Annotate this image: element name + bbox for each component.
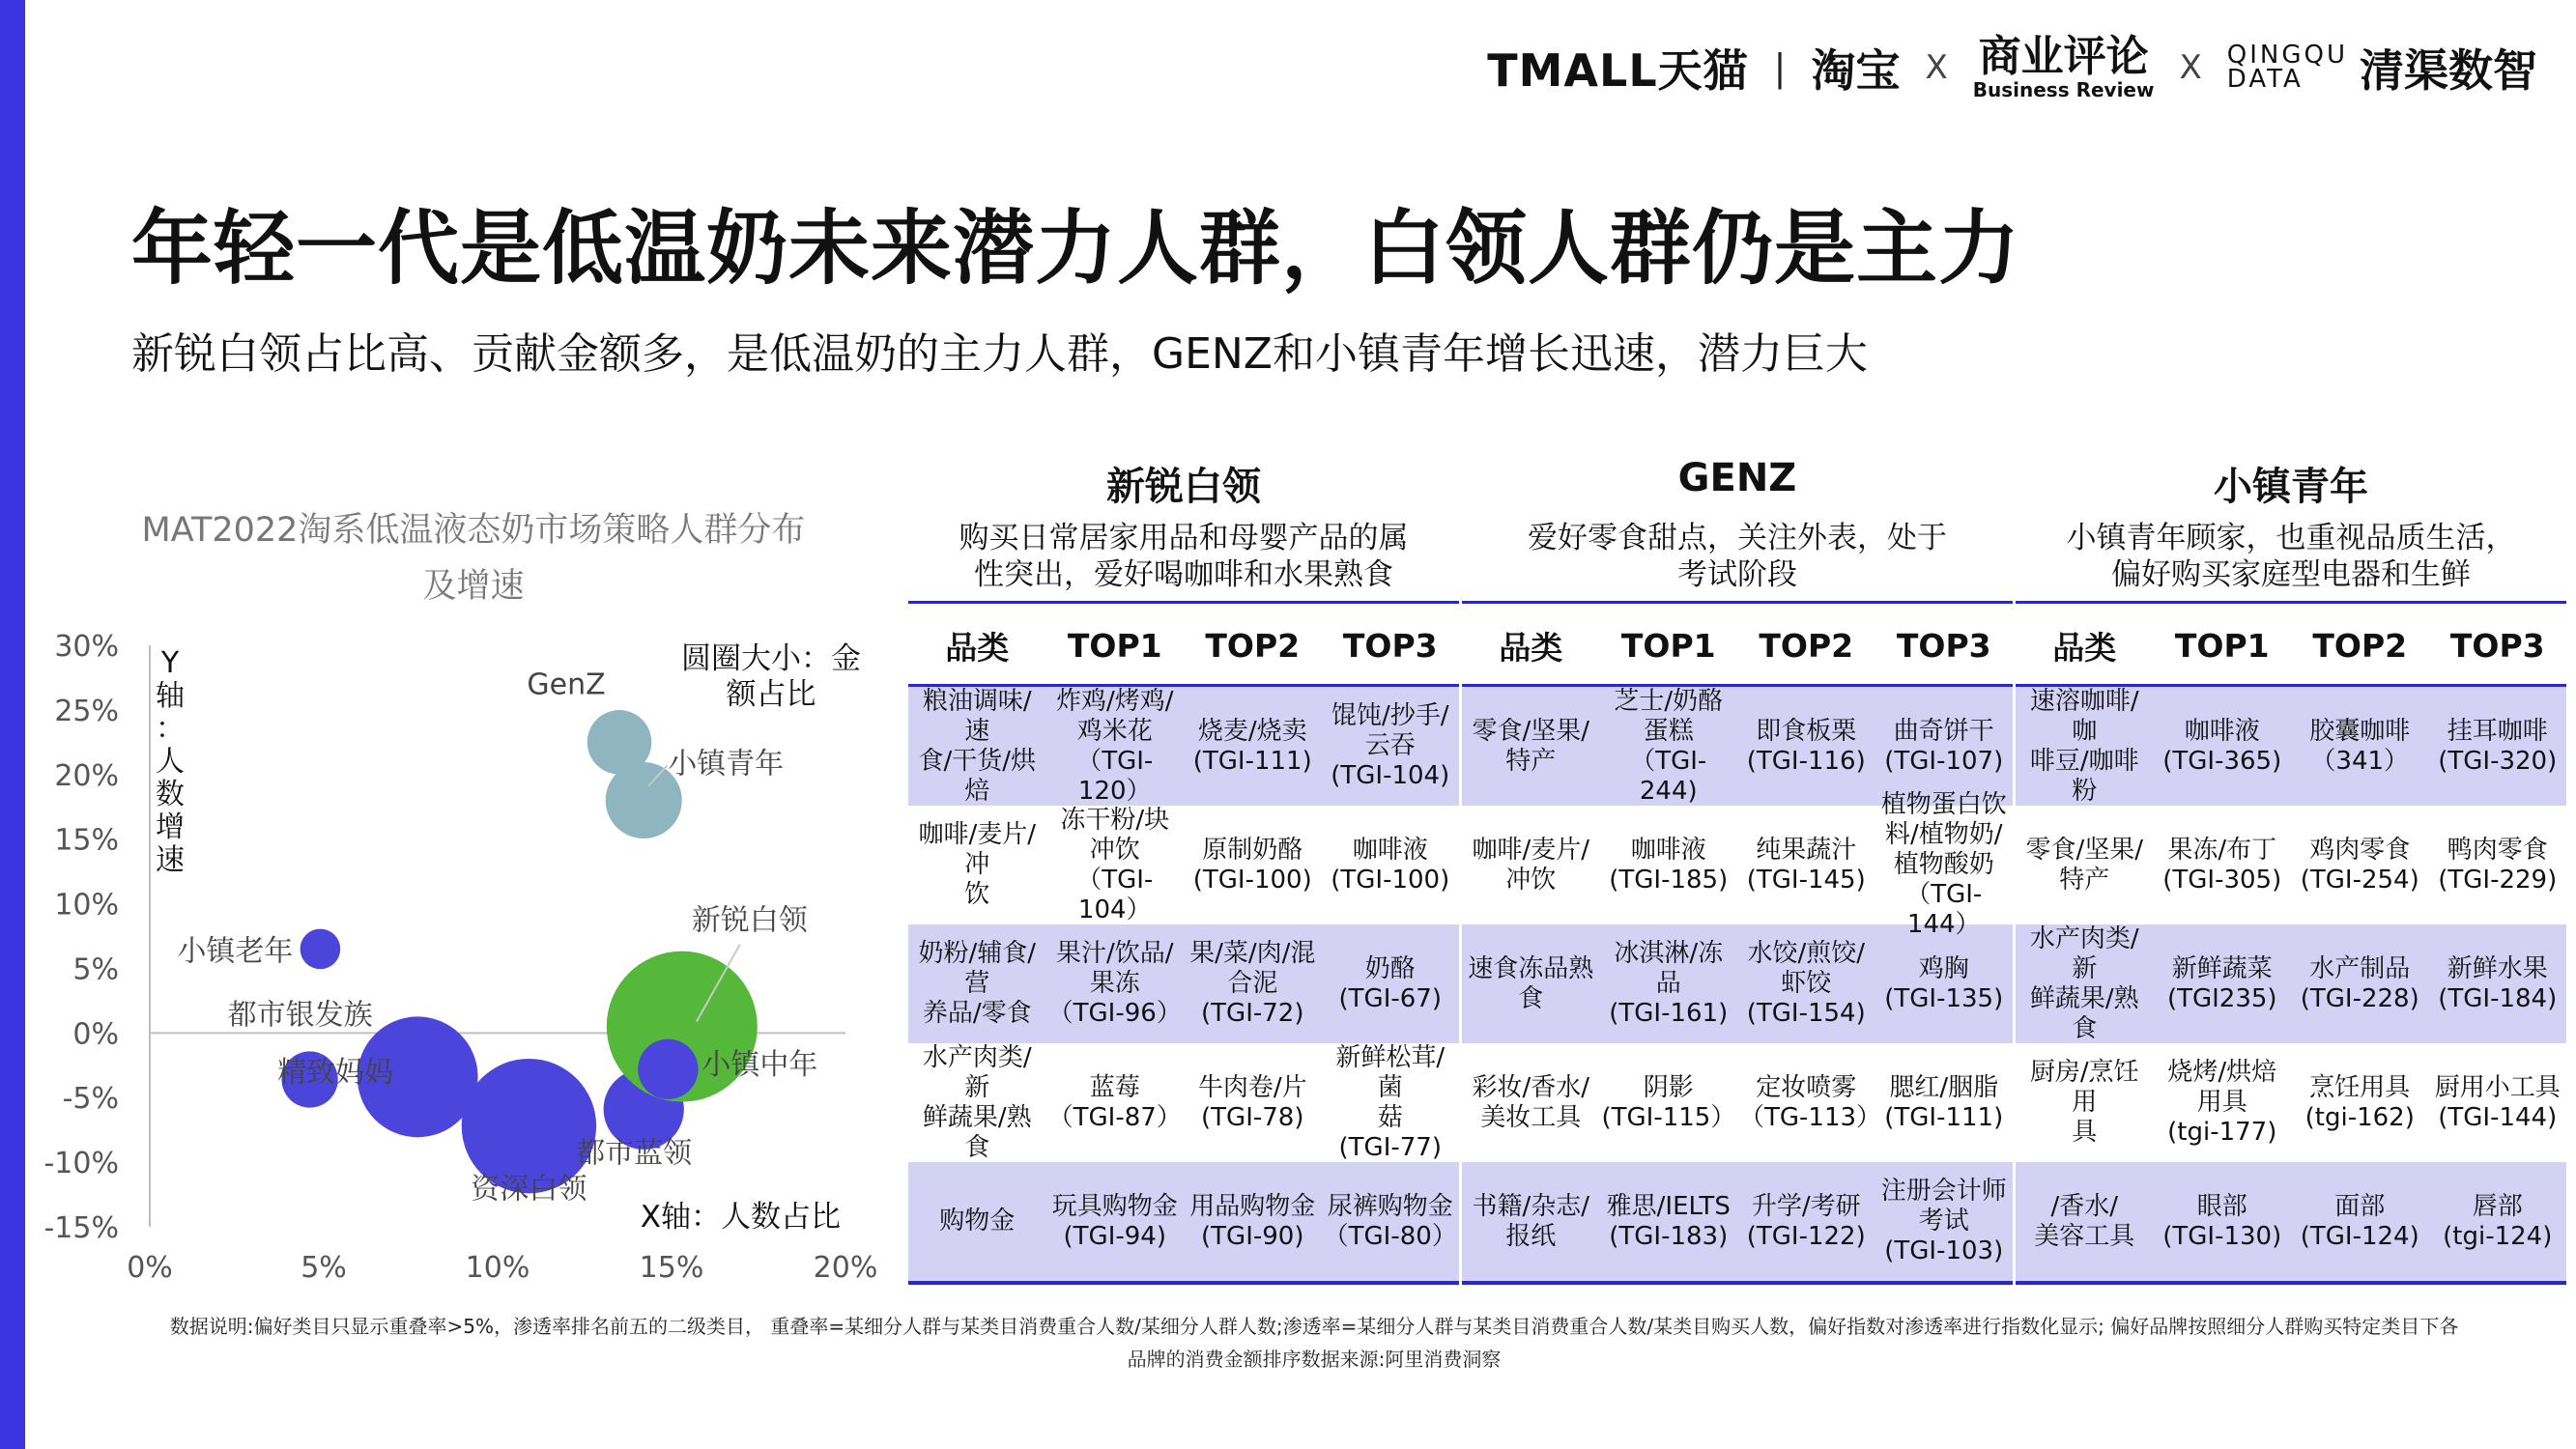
persona-desc bbox=[1462, 520, 2013, 593]
x-tick-label: 5% bbox=[301, 1251, 347, 1285]
y-tick-label: 0% bbox=[72, 1017, 119, 1052]
table-cell: 书籍/杂志/ 报纸 bbox=[1472, 1191, 1590, 1251]
page-subtitle: 新锐白领占比高、贡献金额多，是低温奶的主力人群，GENZ和小镇青年增长迅速，潜力巨大 bbox=[131, 329, 1868, 379]
table-cell: 阴影 (TGI-115） bbox=[1601, 1072, 1736, 1132]
preference-table bbox=[2016, 607, 2566, 1285]
bubble-label: 小镇中年 bbox=[701, 1047, 818, 1082]
logo-divider: | bbox=[1773, 46, 1787, 89]
table-cell: 馄饨/抄手/ 云吞 (TGI-104) bbox=[1331, 701, 1450, 790]
table-cell: 奶酪 (TGI-67) bbox=[1338, 953, 1442, 1013]
persona-name: 小镇青年 bbox=[2214, 465, 2368, 509]
persona-desc-line-1: 购买日常居家用品和母婴产品的属 bbox=[959, 521, 1409, 555]
chart-title-line-1: MAT2022淘系低温液态奶市场策略人群分布 bbox=[141, 511, 806, 550]
table-cell: 曲奇饼干 (TGI-107) bbox=[1884, 716, 2004, 776]
table-cell: 水产肉类/新 鲜蔬果/熟食 bbox=[922, 1042, 1032, 1162]
table-row bbox=[2016, 1162, 2566, 1281]
table-header-cell: 品类 bbox=[2052, 628, 2117, 667]
business-review-zh: 商业评论 bbox=[1978, 32, 2149, 81]
persona-name: 新锐白领 bbox=[1106, 465, 1261, 509]
bubble-label: 资深白领 bbox=[471, 1172, 587, 1207]
table-cell: 面部 (TGI-124) bbox=[2300, 1191, 2419, 1251]
table-cell: 鸡胸 (TGI-135) bbox=[1884, 953, 2004, 1013]
bubble-label: 新锐白领 bbox=[691, 903, 808, 938]
table-row bbox=[1462, 790, 2013, 939]
table-cell: 鸡肉零食 (TGI-254) bbox=[2300, 835, 2419, 895]
qingqu-zh: 清渠数智 bbox=[2360, 44, 2537, 97]
y-tick-label: 30% bbox=[54, 630, 119, 664]
table-cell: 果汁/饮品/ 果冻 （TGI-96） bbox=[1047, 939, 1182, 1028]
table-header-cell: TOP3 bbox=[2449, 626, 2545, 665]
bubble-label: 都市银发族 bbox=[227, 998, 373, 1033]
table-cell: 新鲜松茸/菌 菇 (TGI-77) bbox=[1335, 1042, 1445, 1162]
table-cell: 芝士/奶酪 蛋糕 （TGI-244) bbox=[1614, 686, 1724, 806]
table-row bbox=[2016, 924, 2566, 1043]
size-note-line-1: 圆圈大小：金 bbox=[681, 641, 861, 676]
table-cell: 粮油调味/速 食/干货/烘焙 bbox=[918, 686, 1037, 806]
table-bottom-rule bbox=[1462, 1281, 2013, 1285]
table-header-cell: TOP3 bbox=[1896, 626, 1991, 665]
y-tick-label: 15% bbox=[54, 823, 119, 858]
table-cell: 厨房/烹饪用 具 bbox=[2029, 1058, 2139, 1147]
table-cell: 果/菜/肉/混 合泥 (TGI-72) bbox=[1189, 939, 1316, 1028]
y-axis-label-char: 数 bbox=[156, 778, 185, 811]
table-header-cell: TOP1 bbox=[1620, 626, 1716, 665]
data-note bbox=[135, 1310, 2493, 1376]
table-cell: 速食冻品熟 食 bbox=[1468, 953, 1594, 1013]
table-row bbox=[2016, 1043, 2566, 1162]
qingqu-en-2: DATA bbox=[2226, 65, 2304, 94]
table-cell: 新鲜蔬菜 (TGI235) bbox=[2166, 953, 2277, 1013]
table-row bbox=[908, 1162, 1459, 1281]
table-cell: 原制奶酪 (TGI-100) bbox=[1192, 835, 1312, 895]
persona-desc bbox=[908, 520, 1459, 593]
table-header-row bbox=[1462, 607, 2013, 687]
table-header-row bbox=[908, 607, 1459, 687]
page-title: 年轻一代是低温奶未来潜力人群，白领人群仍是主力 bbox=[131, 201, 2021, 296]
table-row bbox=[2016, 687, 2566, 806]
x-axis-label: X轴：人数占比 bbox=[640, 1200, 841, 1235]
preference-table bbox=[908, 607, 1459, 1285]
chart-title-line-2: 及增速 bbox=[422, 567, 525, 606]
persona-divider bbox=[1462, 601, 2013, 604]
bubble-label: 小镇青年 bbox=[668, 747, 785, 781]
y-tick-label: 25% bbox=[54, 694, 119, 728]
table-cell: 玩具购物金 (TGI-94) bbox=[1051, 1191, 1178, 1251]
tmall-logo: TMALL天猫 bbox=[1487, 44, 1749, 97]
chart-title bbox=[116, 502, 831, 614]
table-header-cell: 品类 bbox=[1499, 628, 1563, 667]
table-cell: 咖啡液 (TGI-365) bbox=[2162, 716, 2282, 776]
y-axis-label-char: 人 bbox=[156, 745, 185, 779]
bubble bbox=[301, 929, 341, 970]
table-cell: 定妆喷雾 （TG-113） bbox=[1739, 1072, 1882, 1132]
size-note-line-2: 额占比 bbox=[726, 677, 816, 712]
bubble-chart bbox=[39, 618, 908, 1294]
y-axis-label-char: 轴 bbox=[156, 679, 185, 713]
table-row bbox=[908, 924, 1459, 1043]
bubble-label: 精致妈妈 bbox=[277, 1055, 394, 1090]
persona-desc-line-1: 小镇青年顾家，也重视品质生活， bbox=[2066, 521, 2516, 555]
table-row bbox=[1462, 924, 2013, 1043]
table-cell: 腮红/胭脂 (TGI-111) bbox=[1884, 1072, 2004, 1132]
table-cell: 彩妆/香水/ 美妆工具 bbox=[1472, 1072, 1590, 1132]
table-bottom-rule bbox=[908, 1281, 1459, 1285]
bubble-label: GenZ bbox=[527, 668, 606, 702]
y-tick-label: -5% bbox=[62, 1082, 119, 1117]
table-cell: 即食板栗 (TGI-116) bbox=[1746, 716, 1866, 776]
y-axis-label-char: Y bbox=[160, 646, 180, 680]
table-row bbox=[2016, 806, 2566, 924]
table-cell: 蓝莓 （TGI-87） bbox=[1047, 1072, 1182, 1132]
table-cell: 用品购物金 (TGI-90) bbox=[1189, 1191, 1316, 1251]
table-cell: 零食/坚果/ 特产 bbox=[2025, 835, 2144, 895]
persona-desc-line-2: 考试阶段 bbox=[1677, 557, 1797, 592]
table-cell: 烧麦/烧卖 (TGI-111) bbox=[1192, 716, 1312, 776]
y-tick-label: -15% bbox=[43, 1211, 119, 1245]
table-cell: 水饺/煎饺/ 虾饺 (TGI-154) bbox=[1746, 939, 1866, 1028]
preference-table bbox=[1462, 607, 2013, 1285]
table-cell: 植物蛋白饮 料/植物奶/ 植物酸奶 （TGI-144） bbox=[1880, 790, 2007, 939]
y-axis-label-char: 增 bbox=[156, 810, 185, 844]
bubble bbox=[638, 1039, 698, 1099]
y-tick-label: 5% bbox=[72, 952, 119, 987]
table-cell: 挂耳咖啡 (TGI-320) bbox=[2438, 716, 2558, 776]
x-tick-label: 20% bbox=[813, 1251, 878, 1285]
y-tick-label: -10% bbox=[43, 1147, 119, 1181]
table-cell: 新鲜水果 (TGI-184) bbox=[2438, 953, 2558, 1013]
table-row bbox=[1462, 1043, 2013, 1162]
accent-bar bbox=[0, 0, 25, 1449]
x-tick-label: 10% bbox=[465, 1251, 530, 1285]
table-cell: 胶囊咖啡 （341） bbox=[2309, 716, 2411, 776]
table-row bbox=[908, 806, 1459, 924]
table-cell: 注册会计师 考试 (TGI-103) bbox=[1880, 1177, 2007, 1265]
persona-desc-line-2: 性突出，爱好喝咖啡和水果熟食 bbox=[974, 557, 1393, 592]
logo-x-2: X bbox=[2179, 48, 2202, 87]
table-row bbox=[1462, 1162, 2013, 1281]
table-cell: 雅思/IELTS (TGI-183) bbox=[1606, 1191, 1731, 1251]
table-row bbox=[908, 1043, 1459, 1162]
table-cell: 咖啡/麦片/冲 饮 bbox=[918, 820, 1037, 909]
persona-desc-line-1: 爱好零食甜点，关注外表，处于 bbox=[1528, 521, 1947, 555]
table-cell: 购物金 bbox=[939, 1207, 1016, 1236]
table-cell: 奶粉/辅食/营 养品/零食 bbox=[918, 939, 1037, 1028]
table-cell: 牛肉卷/片 (TGI-78) bbox=[1197, 1072, 1307, 1132]
data-note-line-2: 品牌的消费金额排序数据来源:阿里消费洞察 bbox=[1127, 1348, 1502, 1371]
table-cell: /香水/ 美容工具 bbox=[2034, 1191, 2135, 1251]
table-cell: 果冻/布丁 (TGI-305) bbox=[2162, 835, 2282, 895]
table-cell: 烹饪用具 (tgi-162) bbox=[2304, 1072, 2415, 1132]
table-bottom-rule bbox=[2016, 1281, 2566, 1285]
y-tick-label: 20% bbox=[54, 758, 119, 793]
persona-divider bbox=[908, 601, 1459, 604]
table-header-cell: TOP1 bbox=[2174, 626, 2270, 665]
table-cell: 水产制品 (TGI-228) bbox=[2300, 953, 2419, 1013]
table-cell: 烧烤/烘焙 用具 (tgi-177) bbox=[2167, 1058, 2277, 1147]
table-cell: 咖啡液 (TGI-185) bbox=[1609, 835, 1729, 895]
table-cell: 尿裤购物金 （TGI-80） bbox=[1323, 1191, 1457, 1251]
table-cell: 唇部 (tgi-124) bbox=[2443, 1191, 2553, 1251]
table-cell: 眼部 (TGI-130) bbox=[2162, 1191, 2282, 1251]
table-header-cell: TOP3 bbox=[1342, 626, 1438, 665]
qingqu-en bbox=[2226, 41, 2348, 94]
business-review-logo bbox=[1972, 32, 2155, 101]
x-tick-label: 0% bbox=[127, 1251, 173, 1285]
persona-divider bbox=[2016, 601, 2566, 604]
taobao-logo: 淘宝 bbox=[1811, 44, 1901, 97]
business-review-en: Business Review bbox=[1972, 78, 2155, 101]
table-cell: 冰淇淋/冻 品 (TGI-161) bbox=[1609, 939, 1729, 1028]
table-header-cell: TOP2 bbox=[2312, 626, 2408, 665]
table-cell: 鸭肉零食 (TGI-229) bbox=[2438, 835, 2558, 895]
partner-logos bbox=[1487, 29, 2537, 106]
table-cell: 咖啡/麦片/ 冲饮 bbox=[1472, 835, 1590, 895]
table-cell: 咖啡液 (TGI-100) bbox=[1331, 835, 1450, 895]
table-header-cell: TOP2 bbox=[1759, 626, 1854, 665]
table-row bbox=[1462, 687, 2013, 806]
persona-name: GENZ bbox=[1677, 456, 1797, 500]
table-header-cell: 品类 bbox=[945, 628, 1010, 667]
table-cell: 纯果蔬汁 (TGI-145) bbox=[1746, 835, 1866, 895]
table-cell: 水产肉类/新 鲜蔬果/熟食 bbox=[2029, 923, 2139, 1043]
y-axis-label-char: ： bbox=[156, 712, 185, 746]
table-cell: 炸鸡/烤鸡/ 鸡米花 （TGI-120） bbox=[1055, 686, 1174, 806]
y-tick-label: 10% bbox=[54, 888, 119, 923]
table-row bbox=[908, 687, 1459, 806]
table-cell: 升学/考研 (TGI-122) bbox=[1746, 1191, 1866, 1251]
table-header-row bbox=[2016, 607, 2566, 687]
table-cell: 零食/坚果/ 特产 bbox=[1472, 716, 1590, 776]
y-axis-label-char: 速 bbox=[156, 843, 185, 877]
table-cell: 冻干粉/块 冲饮 （TGI-104） bbox=[1060, 805, 1170, 924]
table-header-cell: TOP2 bbox=[1205, 626, 1301, 665]
data-note-line-1: 数据说明:偏好类目只显示重叠率>5%，渗透率排名前五的二级类目， 重叠率=某细分人群与某类目消费重合人数/某细分人群人数;渗透率=某细分人群与某类目消费重合人数/某类目购买人数，偏好指数对渗透率进行指数化显示; 偏好品牌按照细分人群购买特定类目下各 bbox=[169, 1315, 2459, 1338]
persona-desc-line-2: 偏好购买家庭型电器和生鲜 bbox=[2111, 557, 2471, 592]
bubble-label: 都市蓝领 bbox=[576, 1136, 693, 1171]
qingqu-en-1: QINGQU bbox=[2226, 41, 2348, 71]
x-tick-label: 15% bbox=[639, 1251, 704, 1285]
qingqu-logo bbox=[2227, 36, 2537, 99]
bubble-label: 小镇老年 bbox=[177, 934, 294, 969]
table-cell: 厨用小工具 (TGI-144) bbox=[2434, 1072, 2561, 1132]
persona-desc bbox=[2016, 520, 2566, 593]
table-cell: 速溶咖啡/咖 啡豆/咖啡粉 bbox=[2029, 686, 2139, 806]
table-header-cell: TOP1 bbox=[1067, 626, 1162, 665]
logo-x-1: X bbox=[1925, 48, 1948, 87]
